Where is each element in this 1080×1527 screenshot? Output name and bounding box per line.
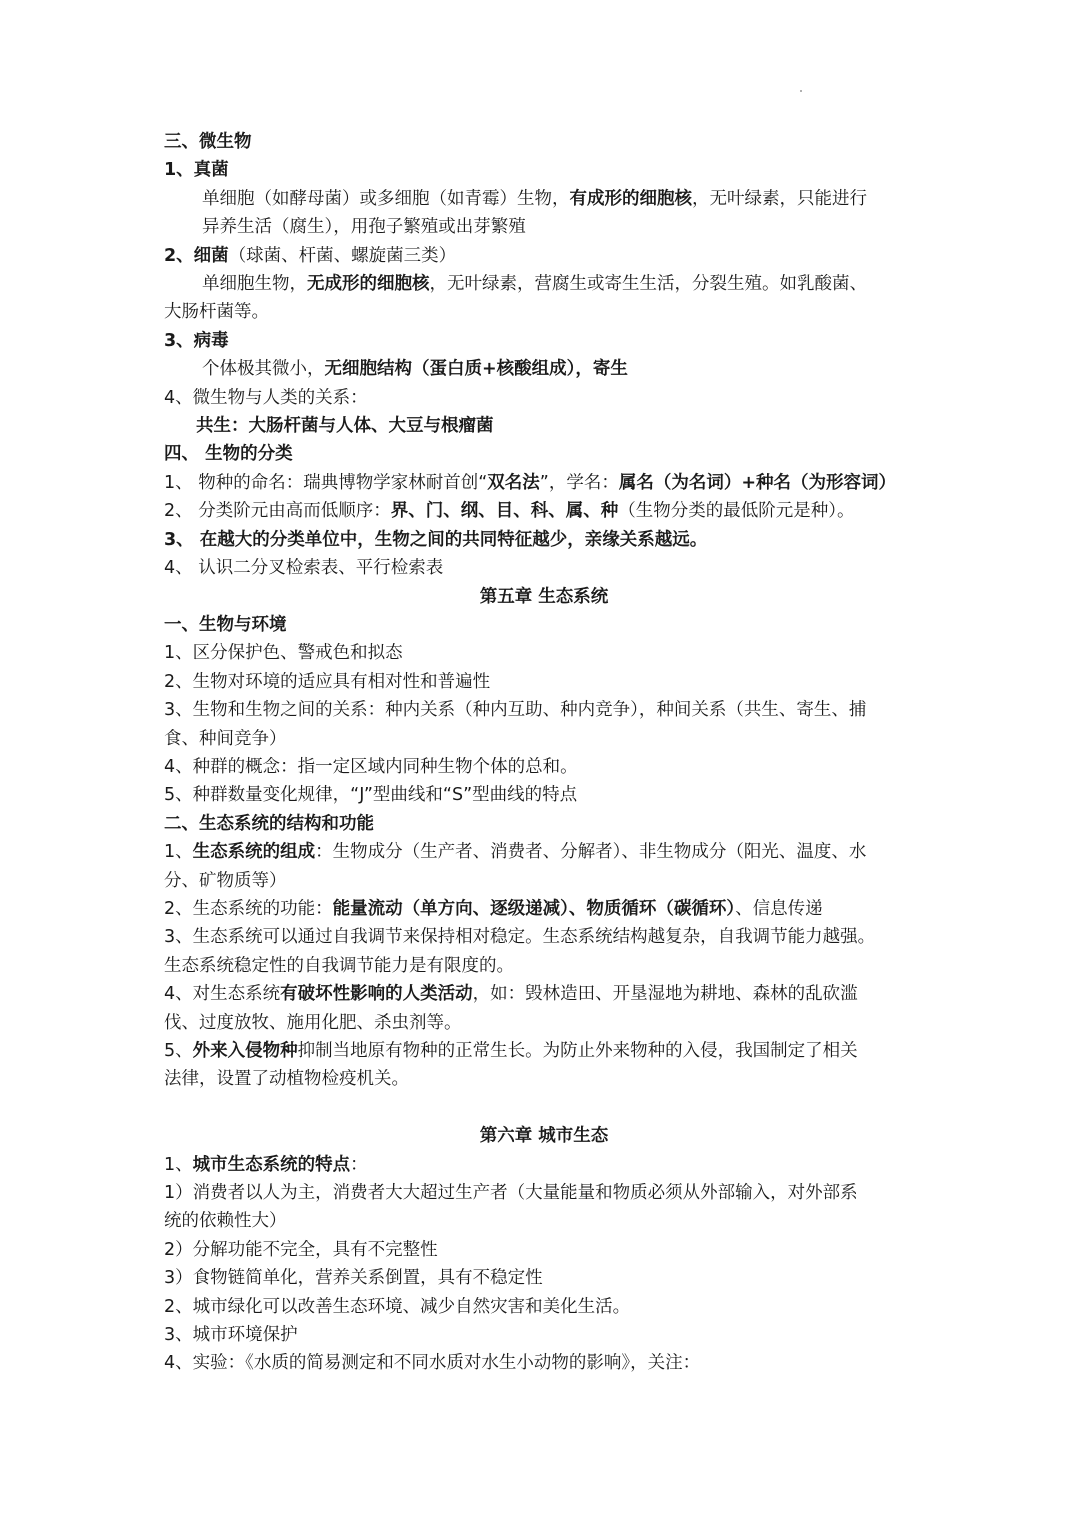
classification-item-2: 2、 分类阶元由高而低顺序：界、门、纲、目、科、属、种（生物分类的最低阶元是种）。 [164,501,855,522]
virus-desc: 个体极其微小，无细胞结构（蛋白质+核酸组成），寄生 [202,359,628,380]
chapter-6-title: 第六章 城市生态 [479,1126,609,1147]
ch6-item-2: 2、城市绿化可以改善生态环境、减少自然灾害和美化生活。 [164,1296,631,1317]
ch5-part1-item-1: 1、区分保护色、警戒色和拟态 [164,643,403,664]
relation-title: 4、微生物与人类的关系： [164,387,368,408]
ch6-item-3: 3、城市环境保护 [164,1325,298,1346]
classification-item-3: 3、 在越大的分类单位中，生物之间的共同特征越少，亲缘关系越远。 [164,529,708,550]
document-body [164,128,924,1378]
ch5-part1-item-3-line1: 3、生物和生物之间的关系：种内关系（种内互助、种内竞争），种间关系（共生、寄生、捕 [164,700,867,721]
chapter-5-title: 第五章 生态系统 [479,586,609,607]
ch6-item-4: 4、实验：《水质的简易测定和不同水质对水生小动物的影响》，关注： [164,1353,701,1374]
bacteria-desc-line2: 大肠杆菌等。 [164,302,269,323]
bacteria-title: 2、细菌（球菌、杆菌、螺旋菌三类） [164,245,457,266]
relation-desc: 共生：大肠杆菌与人体、大豆与根瘤菌 [196,416,494,437]
ch5-part2-item-1-line2: 分、矿物质等） [164,870,287,891]
classification-item-1: 1、 物种的命名：瑞典博物学家林耐首创“双名法”，学名：属名（为名词）+种名（为形容词） [164,472,897,493]
ch5-part1-item-4: 4、种群的概念：指一定区域内同种生物个体的总和。 [164,756,578,777]
ch5-part2-item-3-line2: 生态系统稳定性的自我调节能力是有限度的。 [164,955,514,976]
ch5-part1-item-5: 5、种群数量变化规律，“J”型曲线和“S”型曲线的特点 [164,785,578,806]
virus-title: 3、病毒 [164,330,229,351]
ch6-item-1: 1、城市生态系统的特点： [164,1154,368,1175]
fungi-desc-line2: 异养生活（腐生），用孢子繁殖或出芽繁殖 [202,217,526,238]
fungi-title: 1、真菌 [164,160,229,181]
ch6-sub-2: 2）分解功能不完全，具有不完整性 [164,1239,438,1260]
ch5-part1-item-2: 2、生物对环境的适应具有相对性和普遍性 [164,671,491,692]
classification-item-4: 4、 认识二分叉检索表、平行检索表 [164,558,444,579]
ch5-part2-item-4-line1: 4、对生态系统有破坏性影响的人类活动，如：毁林造田、开垦湿地为耕地、森林的乱砍滥 [164,984,858,1005]
fungi-desc-line1: 单细胞（如酵母菌）或多细胞（如青霉）生物，有成形的细胞核，无叶绿素，只能进行 [202,188,867,209]
ch5-part2-item-2: 2、生态系统的功能：能量流动（单方向、逐级递减）、物质循环（碳循环）、信息传递 [164,898,823,919]
ch6-sub-1-line1: 1）消费者以人为主，消费者大大超过生产者（大量能量和物质必须从外部输入，对外部系 [164,1183,858,1204]
section-heading-classification: 四、 生物的分类 [164,444,293,465]
blank-line [164,1094,924,1122]
ch5-part2-item-1-line1: 1、生态系统的组成：生物成分（生产者、消费者、分解者）、非生物成分（阳光、温度、水 [164,842,867,863]
ch5-part1-heading: 一、生物与环境 [164,614,287,635]
scan-mark [800,90,802,92]
section-heading-microbes: 三、微生物 [164,132,252,152]
ch5-part2-item-3-line1: 3、生态系统可以通过自我调节来保持相对稳定。生态系统结构越复杂，自我调节能力越强。 [164,927,876,948]
ch5-part2-item-5-line1: 5、外来入侵物种抑制当地原有物种的正常生长。为防止外来物种的入侵，我国制定了相关 [164,1041,858,1061]
bacteria-desc-line1: 单细胞生物，无成形的细胞核，无叶绿素，营腐生或寄生生活，分裂生殖。如乳酸菌、 [202,274,867,295]
ch5-part2-heading: 二、生态系统的结构和功能 [164,813,374,834]
ch6-sub-3: 3）食物链简单化，营养关系倒置，具有不稳定性 [164,1268,543,1289]
ch6-sub-1-line2: 统的依赖性大） [164,1211,287,1232]
ch5-part2-item-5-line2: 法律，设置了动植物检疫机关。 [164,1069,409,1090]
ch5-part2-item-4-line2: 伐、过度放牧、施用化肥、杀虫剂等。 [164,1012,462,1033]
ch5-part1-item-3-line2: 食、种间竞争） [164,728,287,749]
